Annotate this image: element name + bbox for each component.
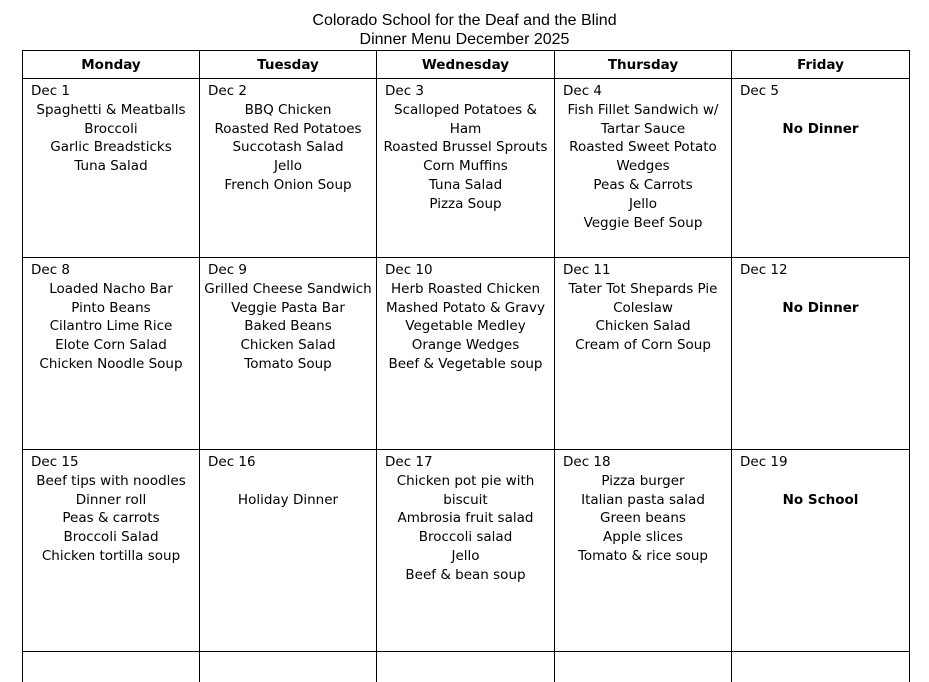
weekday-header-wednesday: Wednesday [377, 51, 555, 79]
day-cell [200, 450, 377, 652]
menu-item: Jello [379, 547, 552, 566]
menu-item: Roasted Sweet Potato [557, 138, 729, 157]
day-cell [732, 258, 910, 450]
day-cell [377, 450, 555, 652]
weekday-header-thursday: Thursday [555, 51, 732, 79]
day-date: Dec 3 [377, 79, 554, 101]
menu-item-list [732, 299, 909, 318]
day-date: Dec 4 [555, 79, 731, 101]
empty-cell [555, 652, 732, 682]
day-note: No School [734, 491, 907, 510]
day-date: Dec 17 [377, 450, 554, 472]
menu-item-list [23, 101, 199, 176]
menu-item-list [377, 472, 554, 585]
week-row [23, 450, 910, 652]
menu-item: Spaghetti & Meatballs [25, 101, 197, 120]
day-date: Dec 9 [200, 258, 376, 280]
menu-item: Chicken tortilla soup [25, 547, 197, 566]
empty-cell [377, 652, 555, 682]
menu-item: Beef & Vegetable soup [379, 355, 552, 374]
menu-item-list [377, 280, 554, 374]
menu-item: Coleslaw [557, 299, 729, 318]
menu-item: Herb Roasted Chicken [379, 280, 552, 299]
menu-item: Tuna Salad [25, 157, 197, 176]
menu-item: Jello [202, 157, 374, 176]
menu-item: Dinner roll [25, 491, 197, 510]
menu-item: Peas & Carrots [557, 176, 729, 195]
menu-item: Peas & carrots [25, 509, 197, 528]
menu-item: biscuit [379, 491, 552, 510]
menu-item: French Onion Soup [202, 176, 374, 195]
menu-item: Jello [557, 195, 729, 214]
menu-item: Tater Tot Shepards Pie [557, 280, 729, 299]
menu-item: Scalloped Potatoes & [379, 101, 552, 120]
menu-item: Tomato & rice soup [557, 547, 729, 566]
menu-item: Italian pasta salad [557, 491, 729, 510]
menu-item: Veggie Pasta Bar [202, 299, 374, 318]
menu-title: Dinner Menu December 2025 [0, 31, 929, 49]
menu-item: Cilantro Lime Rice [25, 317, 197, 336]
menu-item-list [555, 472, 731, 566]
menu-item: Green beans [557, 509, 729, 528]
menu-item: Elote Corn Salad [25, 336, 197, 355]
day-note: No Dinner [734, 120, 907, 139]
menu-item-list [200, 491, 376, 510]
day-date: Dec 10 [377, 258, 554, 280]
day-date: Dec 5 [732, 79, 909, 101]
day-date: Dec 1 [23, 79, 199, 101]
week-row [23, 79, 910, 258]
menu-item: Chicken Noodle Soup [25, 355, 197, 374]
day-date: Dec 18 [555, 450, 731, 472]
day-cell [200, 258, 377, 450]
day-cell [555, 258, 732, 450]
menu-item-list [555, 280, 731, 355]
day-cell [23, 450, 200, 652]
day-cell [732, 450, 910, 652]
menu-item: Mashed Potato & Gravy [379, 299, 552, 318]
menu-item: Ambrosia fruit salad [379, 509, 552, 528]
menu-item: Baked Beans [202, 317, 374, 336]
day-date: Dec 19 [732, 450, 909, 472]
menu-calendar-table [22, 50, 910, 682]
empty-cell [732, 652, 910, 682]
menu-item: Tomato Soup [202, 355, 374, 374]
empty-week-row [23, 652, 910, 682]
menu-item: Broccoli salad [379, 528, 552, 547]
menu-item: Cream of Corn Soup [557, 336, 729, 355]
day-cell [23, 258, 200, 450]
menu-item: Tuna Salad [379, 176, 552, 195]
menu-item: Pinto Beans [25, 299, 197, 318]
week-row [23, 258, 910, 450]
weekday-header-tuesday: Tuesday [200, 51, 377, 79]
menu-item: Succotash Salad [202, 138, 374, 157]
school-name: Colorado School for the Deaf and the Blind [0, 12, 929, 30]
weekday-header-friday: Friday [732, 51, 910, 79]
menu-item: Ham [379, 120, 552, 139]
menu-item-list [23, 280, 199, 374]
menu-item: Loaded Nacho Bar [25, 280, 197, 299]
menu-item: Roasted Brussel Sprouts [379, 138, 552, 157]
menu-item: Chicken Salad [202, 336, 374, 355]
menu-item: Garlic Breadsticks [25, 138, 197, 157]
day-date: Dec 15 [23, 450, 199, 472]
day-date: Dec 11 [555, 258, 731, 280]
weekday-header-monday: Monday [23, 51, 200, 79]
menu-item: Tartar Sauce [557, 120, 729, 139]
menu-item: Corn Muffins [379, 157, 552, 176]
menu-item: Chicken pot pie with [379, 472, 552, 491]
empty-cell [200, 652, 377, 682]
menu-item: Wedges [557, 157, 729, 176]
menu-item: Orange Wedges [379, 336, 552, 355]
day-note: Holiday Dinner [202, 491, 374, 510]
day-cell [200, 79, 377, 258]
day-cell [377, 79, 555, 258]
day-cell [555, 450, 732, 652]
menu-item: Pizza burger [557, 472, 729, 491]
day-date: Dec 16 [200, 450, 376, 472]
menu-item: Beef & bean soup [379, 566, 552, 585]
menu-item: Chicken Salad [557, 317, 729, 336]
day-cell [555, 79, 732, 258]
day-note: No Dinner [734, 299, 907, 318]
weekday-header-row [23, 51, 910, 79]
menu-item-list [732, 491, 909, 510]
menu-item: Broccoli [25, 120, 197, 139]
day-cell [732, 79, 910, 258]
menu-item-list [23, 472, 199, 566]
menu-item: Fish Fillet Sandwich w/ [557, 101, 729, 120]
menu-item: BBQ Chicken [202, 101, 374, 120]
day-cell [377, 258, 555, 450]
menu-item: Broccoli Salad [25, 528, 197, 547]
day-date: Dec 2 [200, 79, 376, 101]
menu-item-list [732, 120, 909, 139]
menu-item: Vegetable Medley [379, 317, 552, 336]
menu-item: Roasted Red Potatoes [202, 120, 374, 139]
menu-item: Apple slices [557, 528, 729, 547]
menu-item: Grilled Cheese Sandwich [202, 280, 374, 299]
day-date: Dec 12 [732, 258, 909, 280]
menu-item: Veggie Beef Soup [557, 214, 729, 233]
menu-item-list [200, 280, 376, 374]
menu-item-list [377, 101, 554, 214]
menu-item-list [200, 101, 376, 195]
day-date: Dec 8 [23, 258, 199, 280]
day-cell [23, 79, 200, 258]
menu-item-list [555, 101, 731, 233]
menu-item: Beef tips with noodles [25, 472, 197, 491]
empty-cell [23, 652, 200, 682]
menu-item: Pizza Soup [379, 195, 552, 214]
